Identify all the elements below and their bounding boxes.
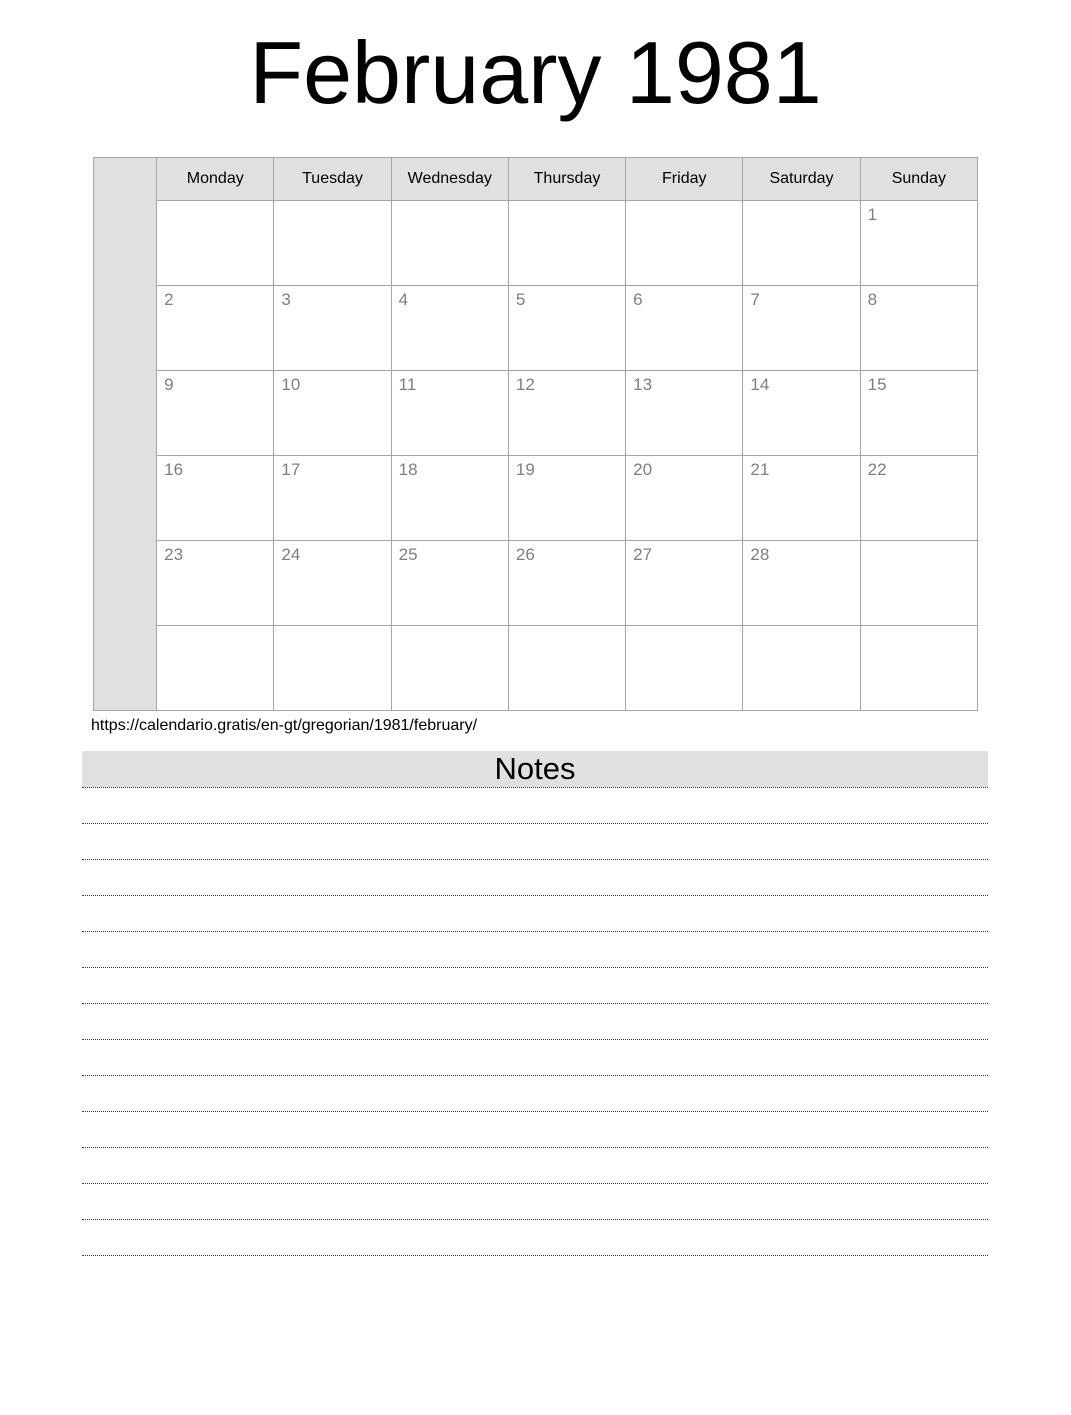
note-line	[82, 968, 988, 1004]
day-cell-empty	[626, 201, 743, 286]
day-cell-12	[508, 371, 625, 456]
date-number: 28	[750, 545, 770, 564]
page-title: February 1981	[249, 23, 822, 122]
note-line	[82, 932, 988, 968]
day-header-thursday: Thursday	[508, 158, 625, 201]
day-cell-28	[743, 541, 860, 626]
weekday-header-row	[94, 158, 978, 201]
source-url: https://calendario.gratis/en-gt/gregorian/1981/february/	[91, 717, 478, 734]
date-number: 2	[164, 290, 174, 309]
day-cell-empty	[391, 626, 508, 711]
note-line	[82, 1040, 988, 1076]
day-header-wednesday: Wednesday	[391, 158, 508, 201]
day-cell-4	[391, 286, 508, 371]
day-cell-3	[274, 286, 391, 371]
date-number: 19	[515, 460, 535, 479]
date-number: 8	[867, 290, 878, 309]
day-cell-empty	[391, 201, 508, 286]
date-number: 16	[164, 460, 184, 479]
day-cell-6	[626, 286, 743, 371]
printable-calendar-page	[0, 23, 1071, 1256]
date-number: 27	[633, 545, 653, 564]
day-cell-empty	[274, 626, 391, 711]
note-line	[82, 1004, 988, 1040]
day-cell-13	[626, 371, 743, 456]
day-cell-empty	[157, 626, 274, 711]
notes-title: Notes	[82, 751, 988, 788]
day-cell-14	[743, 371, 860, 456]
note-line	[82, 1220, 988, 1256]
day-cell-27	[626, 541, 743, 626]
week-row-1	[94, 201, 978, 286]
date-number: 21	[750, 460, 770, 479]
day-header-saturday: Saturday	[743, 158, 860, 201]
date-number: 24	[281, 545, 301, 564]
date-number: 20	[633, 460, 653, 479]
day-cell-empty	[743, 626, 860, 711]
day-cell-19	[508, 456, 625, 541]
day-cell-16	[157, 456, 274, 541]
day-cell-2	[157, 286, 274, 371]
day-cell-empty	[508, 201, 625, 286]
day-cell-empty	[274, 201, 391, 286]
day-cell-10	[274, 371, 391, 456]
day-header-monday: Monday	[157, 158, 274, 201]
week-row-6	[94, 626, 978, 711]
note-line	[82, 896, 988, 932]
date-number: 14	[750, 375, 770, 394]
day-cell-empty	[743, 201, 860, 286]
date-number: 4	[398, 290, 409, 309]
day-cell-15	[860, 371, 977, 456]
notes-lines	[82, 788, 988, 1256]
note-line	[82, 788, 988, 824]
day-cell-23	[157, 541, 274, 626]
day-header-sunday: Sunday	[860, 158, 977, 201]
day-cell-20	[626, 456, 743, 541]
date-number: 7	[750, 290, 760, 309]
day-cell-empty	[508, 626, 625, 711]
day-cell-22	[860, 456, 977, 541]
note-line	[82, 1076, 988, 1112]
date-number: 22	[867, 460, 887, 479]
date-number: 1	[867, 205, 878, 224]
date-number: 3	[281, 290, 291, 309]
day-cell-empty	[626, 626, 743, 711]
note-line	[82, 1184, 988, 1220]
day-cell-empty	[157, 201, 274, 286]
date-number: 9	[164, 375, 174, 394]
day-cell-21	[743, 456, 860, 541]
day-cell-empty	[860, 541, 977, 626]
date-number: 6	[633, 290, 643, 309]
day-cell-9	[157, 371, 274, 456]
day-cell-8	[860, 286, 977, 371]
date-number: 15	[867, 375, 887, 394]
note-line	[82, 860, 988, 896]
day-header-friday: Friday	[626, 158, 743, 201]
date-number: 12	[515, 375, 535, 394]
week-row-4	[94, 456, 978, 541]
day-cell-24	[274, 541, 391, 626]
calendar-table	[93, 157, 978, 711]
note-line	[82, 824, 988, 860]
day-cell-1	[860, 201, 977, 286]
day-cell-empty	[860, 626, 977, 711]
date-number: 13	[633, 375, 653, 394]
date-number: 18	[398, 460, 418, 479]
week-row-3	[94, 371, 978, 456]
date-number: 26	[515, 545, 535, 564]
date-number: 11	[398, 375, 417, 394]
day-cell-5	[508, 286, 625, 371]
date-number: 5	[515, 290, 526, 309]
date-number: 23	[164, 545, 184, 564]
day-header-tuesday: Tuesday	[274, 158, 391, 201]
day-cell-17	[274, 456, 391, 541]
note-line	[82, 1148, 988, 1184]
week-number-column	[94, 158, 157, 711]
note-line	[82, 1112, 988, 1148]
week-row-2	[94, 286, 978, 371]
week-row-5	[94, 541, 978, 626]
date-number: 25	[398, 545, 418, 564]
day-cell-26	[508, 541, 625, 626]
day-cell-11	[391, 371, 508, 456]
date-number: 17	[281, 460, 301, 479]
day-cell-7	[743, 286, 860, 371]
day-cell-18	[391, 456, 508, 541]
notes-section	[82, 751, 988, 1256]
date-number: 10	[281, 375, 301, 394]
day-cell-25	[391, 541, 508, 626]
